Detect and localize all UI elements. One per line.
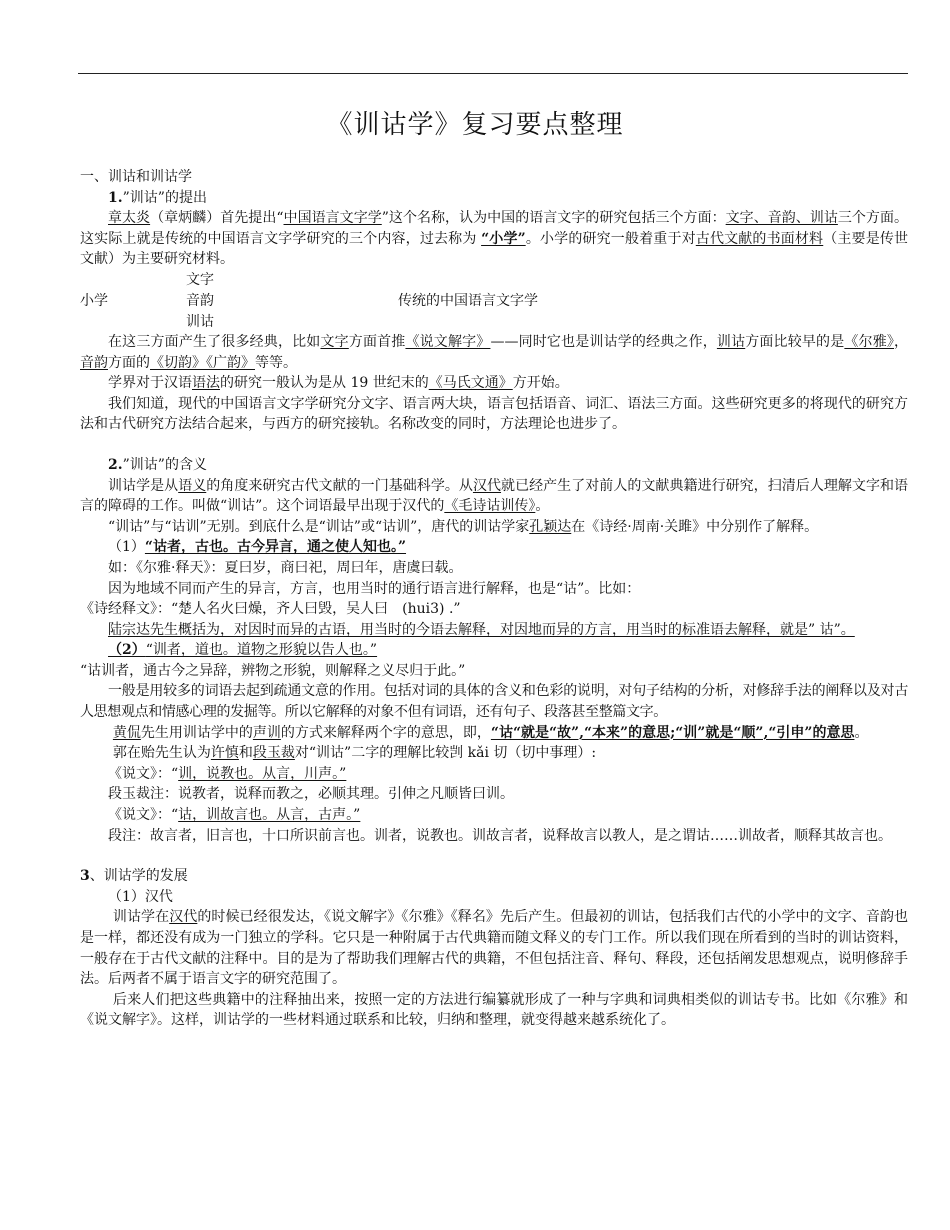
underlined-term: 汉代: [472, 477, 502, 494]
text-run: 的角度来研究古代文献的一门基础科学。从: [206, 477, 473, 494]
text-run: 郭在贻先生认为: [112, 745, 211, 762]
underlined-term: 黄侃: [112, 724, 141, 741]
underlined-term: 中国语言文字学: [283, 210, 382, 227]
diagram-item: 文字: [186, 271, 214, 288]
definition-item-2: [80, 640, 908, 661]
paragraph: 一般是用较多的词语去起到疏通文意的作用。包括对词的具体的含义和色彩的说明，对句子结构的分析，对修辞手法的阐释以及对古人思想观点和情感心理的发掘等。所以它解释的对象不但有词语，还有句子、段落甚至整篇文字。: [80, 683, 908, 721]
paragraph: [80, 476, 908, 517]
text-run: ”这个名称，认为中国的语言文字的研究包括三个方面：: [381, 210, 726, 227]
underlined-term: 《马氏文通》: [428, 375, 513, 392]
underlined-term: 文字: [320, 333, 349, 350]
definition-quote: “训者，道也。道物之形貌以告人也。”: [145, 642, 378, 659]
item-number: （2）: [108, 642, 146, 659]
text-run: 和: [238, 745, 253, 762]
underlined-term: 声训: [252, 724, 281, 741]
underlined-term: 语法: [192, 375, 220, 392]
text-run: 等等。: [255, 354, 297, 371]
header-rule: [78, 73, 908, 74]
paragraph: [80, 743, 908, 764]
underlined-term: 孔颖达: [529, 518, 572, 535]
paragraph: 因为地域不同而产生的异言，方言，也用当时的通行语言进行解释，也是“诂”。比如：: [108, 580, 641, 597]
text-run: 在《诗经·周南·关雎》中分别作了解释。: [571, 518, 819, 535]
xiaoxue-diagram: [80, 270, 908, 332]
text-run: ——同时它也是训诂学的经典之作，: [490, 333, 717, 350]
text-run: 方面的: [108, 354, 150, 371]
text-run: 方面首推: [348, 333, 406, 350]
example-line: 如：《尔雅·释天》：夏曰岁，商曰祀，周曰年，唐虞曰载。: [108, 559, 463, 576]
quote-line: “诂训者，通古今之异辞，辨物之形貌，则解释之义尽归于此。”: [80, 662, 466, 679]
summary-paragraph: 陆宗达先生概括为，对因时而异的古语，用当时的今语去解释，对因地而异的方言，用当时的标准语去解释，就是” 诂”。: [108, 621, 855, 638]
blank-line: [80, 435, 908, 455]
underlined-term: 许慎: [210, 745, 239, 762]
section-number: 3: [80, 868, 90, 885]
text-run: 的研究一般认为是从 19 世纪末的: [220, 375, 429, 392]
underlined-term: 《说文解字》: [405, 333, 491, 350]
text-run: 训诂学在: [112, 909, 170, 926]
underlined-term: 《切韵》《广韵》: [150, 354, 255, 371]
underlined-term: 章太炎: [108, 210, 151, 227]
text-run: 。: [854, 724, 869, 741]
paragraph: [80, 517, 908, 538]
text-run: ，: [894, 333, 909, 350]
section-title: 、训诂学的发展: [89, 868, 188, 885]
duan-annotation: 段注：故言者，旧言也，十口所识前言也。训者，说教也。训故言者，说释故言以教人，是之谓诂……训故者，顺释其故言也。: [108, 827, 892, 844]
text-run: 。小学的研究一般着重于对: [525, 230, 696, 247]
underlined-term: 音韵: [80, 354, 108, 371]
subsection-number: 2.: [108, 456, 123, 473]
underlined-term: 《尔雅》: [844, 333, 895, 350]
underlined-term: 诂，训故言也。从言，古声。”: [178, 807, 361, 824]
example-line: 《诗经释文》：“楚人名火曰燥，齐人曰毁，吴人曰 (hui3) .”: [80, 601, 461, 618]
paragraph: 我们知道，现代的中国语言文字学研究分文字、语言两大块，语言包括语音、词汇、语法三方面。这些研究更多的将现代的研究方法和古代研究方法结合起来，与西方的研究接轨。名称改变的同时，方法理论也进步了。: [80, 395, 908, 433]
section-heading-1: 一、训诂和训诂学: [80, 169, 192, 185]
diagram-item: 音韵: [186, 292, 214, 309]
paragraph: [80, 373, 908, 394]
shuowen-quote: [80, 764, 908, 785]
item-number: （1）: [108, 539, 145, 556]
shuowen-quote: [80, 805, 908, 826]
text-run: 训诂学是从: [108, 477, 179, 494]
text-run: “训诂”与“诂训”无别。到底什么是“训诂”或“诂训”，唐代的训诂学家: [108, 518, 530, 535]
underlined-term: 训，说教也。从言，川声。”: [178, 765, 347, 782]
underlined-term: 古代文献的书面材料: [695, 230, 824, 247]
text-run: 方面比较早的是: [745, 333, 845, 350]
text-run: 《说文》：“: [108, 765, 179, 782]
subsection-number: 1.: [108, 189, 123, 206]
paragraph: 后来人们把这些典籍中的注释抽出来，按照一定的方法进行编纂就形成了一种与字典和词典相类似的训诂专书。比如《尔雅》和《说文解字》。这样，训诂学的一些材料通过联系和比较，归纳和整理，就变得越来越系统化了。: [80, 991, 908, 1029]
subsection-title: ”训诂”的提出: [122, 189, 207, 206]
underlined-term: 段玉裁: [252, 745, 295, 762]
text-run: 对“训诂”二字的理解比较剀 kǎi 切（切中事理）:: [294, 745, 597, 762]
text-run: （主要是传世文献）为主要研究材料。: [80, 230, 909, 268]
subsection-heading-1-2: [80, 455, 908, 476]
diagram-item: 训诂: [186, 313, 214, 330]
underlined-term: 语义: [178, 477, 207, 494]
page-title: 《训诂学》复习要点整理: [326, 110, 624, 140]
paragraph: [80, 723, 908, 744]
paragraph: [80, 332, 908, 373]
underlined-term: 《毛诗诂训传》: [444, 498, 536, 515]
diagram-right-label: 传统的中国语言文字学: [398, 292, 538, 309]
underlined-term: “诂“就是“故”,“本来”的意思;“训”就是“顺”,“引申”的意思: [490, 724, 855, 741]
paragraph: [80, 907, 908, 989]
subsection-title: ”训诂”的含义: [122, 456, 207, 473]
diagram-left-label: 小学: [80, 292, 108, 309]
section-heading-3: [80, 866, 908, 887]
definition-quote: “诂者，古也。古今异言，通之使人知也。”: [144, 539, 407, 556]
text-run: 。: [535, 498, 550, 515]
subsection-heading-3-1: （1）汉代: [108, 888, 173, 905]
text-run: 的时候已经很发达，《说文解字》《尔雅》《释名》先后产生。但最初的训诂，包括我们古代的小学中的文字、音韵也是一样，都还没有成为一门独立的学科。它只是一种附属于古代典籍而随文释义的专门工作。所以我们现在所看到的当时的训诂资料，一般存在于古代文献的注释中。目的是为了帮助我们理解古代的典籍，不但包括注音、释句、释段，还包括阐发思想观点，说明修辞手法。后两者不属于语言文字的研究范围了。: [80, 909, 909, 988]
text-run: （章炳麟）首先提出“: [150, 210, 284, 227]
blank-line: [80, 846, 908, 866]
paragraph: [80, 208, 908, 270]
underlined-term: 文字、音韵、训诂: [725, 210, 838, 227]
text-run: 先生用训诂学中的: [140, 724, 253, 741]
definition-item-1: [80, 537, 908, 558]
text-run: 学界对于汉语: [108, 375, 192, 392]
duan-annotation: 段玉裁注：说教者，说释而教之，必顺其理。引伸之凡顺皆曰训。: [108, 786, 514, 803]
text-run: 三个方面。这实际上就是传统的中国语言文字学研究的三个内容，过去称为: [80, 210, 908, 247]
underlined-term: “小学”: [481, 230, 526, 247]
text-run: 《说文》：“: [108, 807, 179, 824]
document-body: [80, 167, 908, 1031]
text-run: 方开始。: [512, 375, 569, 392]
text-run: 在这三方面产生了很多经典，比如: [108, 333, 321, 350]
underlined-term: 汉代: [169, 909, 198, 926]
underlined-term: 训诂: [716, 333, 746, 350]
text-run: 就已经产生了对前人的文献典籍进行研究，扫清后人理解文字和语言的障碍的工作。叫做“训诂”。这个词语最早出现于汉代的: [80, 477, 909, 515]
text-run: 的方式来解释两个字的意思，即，: [280, 724, 491, 741]
subsection-heading-1-1: [80, 188, 908, 209]
